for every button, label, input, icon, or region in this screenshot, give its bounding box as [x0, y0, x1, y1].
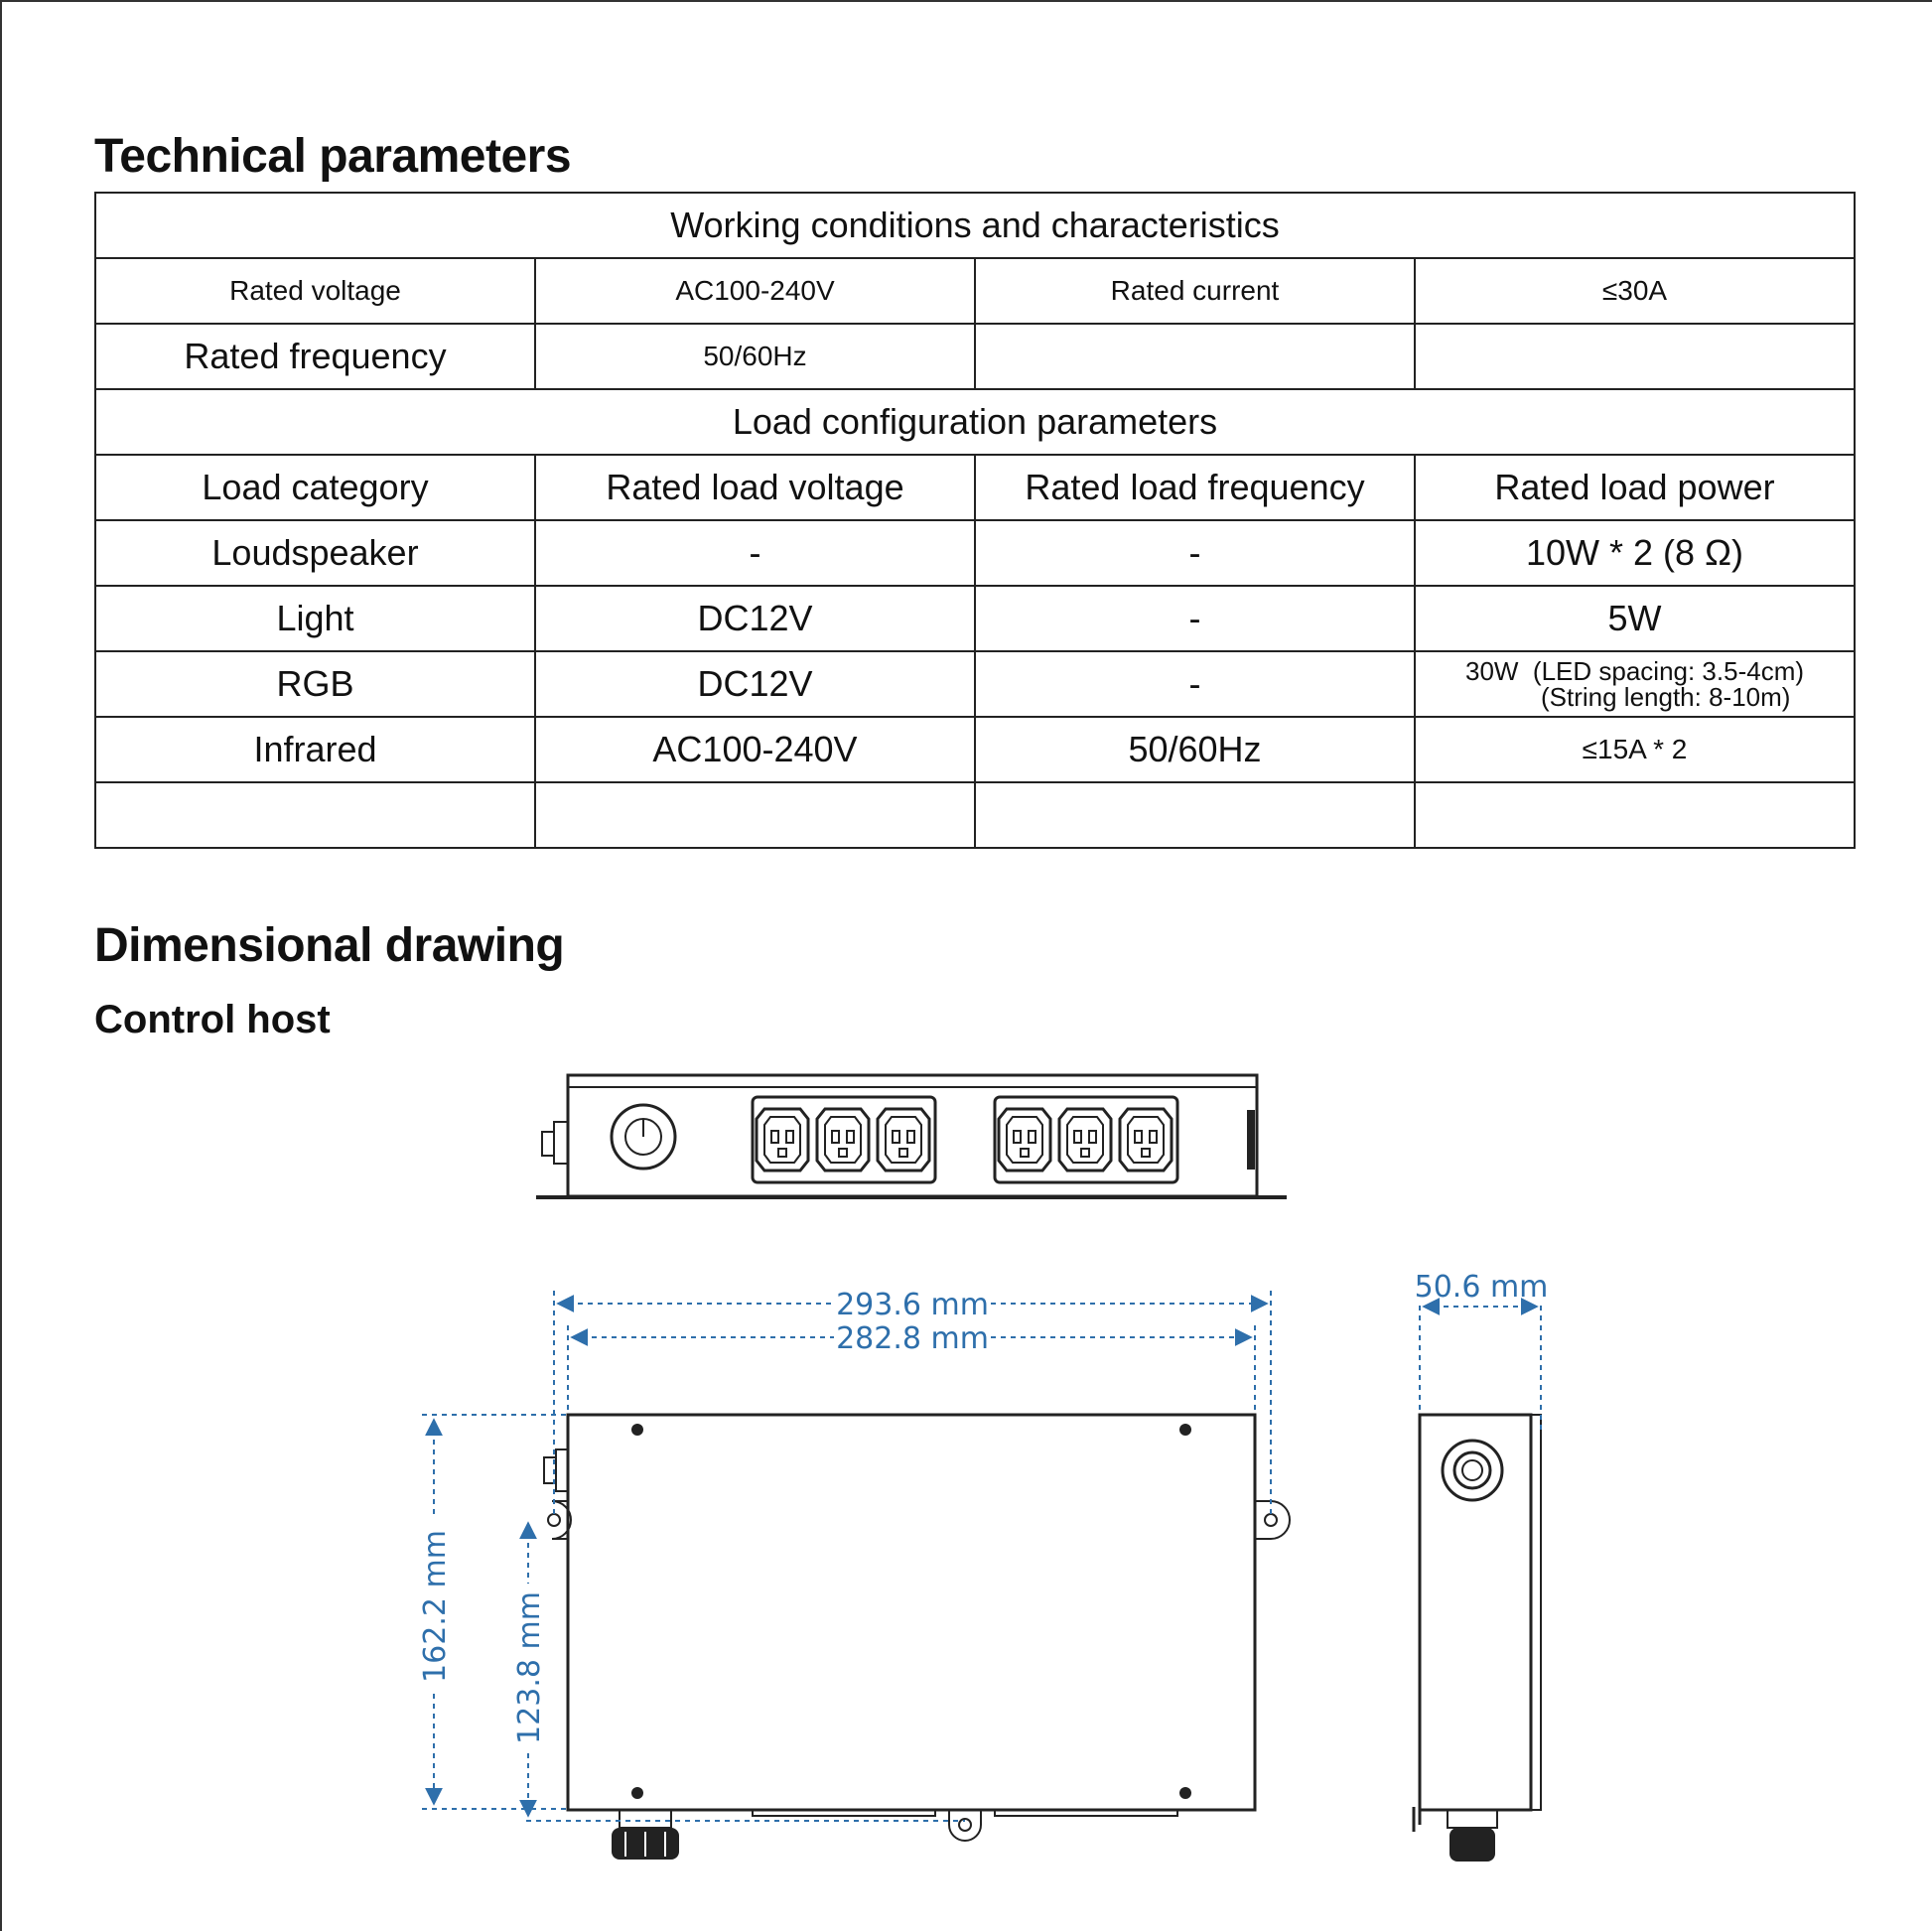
- load-power-cell: ≤15A * 2: [1415, 717, 1855, 782]
- header-rated-load-frequency: Rated load frequency: [975, 455, 1415, 520]
- rgb-power-note-length: (String length: 8-10m): [1540, 682, 1791, 712]
- section-working-conditions: Working conditions and characteristics: [95, 193, 1855, 258]
- load-voltage-cell: DC12V: [535, 586, 975, 651]
- rated-frequency-value: 50/60Hz: [535, 324, 975, 389]
- rgb-power-note-spacing: (LED spacing: 3.5-4cm): [1532, 656, 1805, 686]
- load-voltage-cell: DC12V: [535, 651, 975, 717]
- rgb-power-value: 30W: [1464, 656, 1519, 686]
- load-category-cell: Infrared: [95, 717, 535, 782]
- dim-depth: 50.6 mm: [1414, 1270, 1549, 1305]
- rated-voltage-value: AC100-240V: [535, 258, 975, 324]
- load-category-cell: Light: [95, 586, 535, 651]
- front-view: [536, 1075, 1287, 1197]
- dimension-lines: [422, 1291, 1541, 1821]
- dimensional-drawing-title: Dimensional drawing: [94, 919, 565, 972]
- load-frequency-cell: 50/60Hz: [975, 717, 1415, 782]
- load-power-cell: 10W * 2 (8 Ω): [1415, 520, 1855, 586]
- load-power-cell: 5W: [1415, 586, 1855, 651]
- rated-current-value: ≤30A: [1415, 258, 1855, 324]
- load-frequency-cell: -: [975, 520, 1415, 586]
- header-rated-load-voltage: Rated load voltage: [535, 455, 975, 520]
- dim-height-outer: 162.2 mm: [418, 1530, 453, 1683]
- section-load-configuration: Load configuration parameters: [95, 389, 1855, 455]
- dim-width-inner: 282.8 mm: [836, 1321, 989, 1356]
- dim-height-inner: 123.8 mm: [512, 1591, 547, 1744]
- header-rated-load-power: Rated load power: [1415, 455, 1855, 520]
- header-load-category: Load category: [95, 455, 535, 520]
- load-voltage-cell: -: [535, 520, 975, 586]
- load-category-cell: Loudspeaker: [95, 520, 535, 586]
- rated-current-label: Rated current: [975, 258, 1415, 324]
- side-view: [1414, 1415, 1541, 1862]
- rated-voltage-label: Rated voltage: [95, 258, 535, 324]
- top-view: [544, 1415, 1290, 1860]
- rated-frequency-label: Rated frequency: [95, 324, 535, 389]
- load-voltage-cell: AC100-240V: [535, 717, 975, 782]
- control-host-subtitle: Control host: [94, 998, 331, 1041]
- load-frequency-cell: -: [975, 586, 1415, 651]
- technical-parameters-title: Technical parameters: [94, 130, 572, 183]
- dim-width-outer: 293.6 mm: [836, 1288, 989, 1322]
- load-category-cell: RGB: [95, 651, 535, 717]
- load-frequency-cell: -: [975, 651, 1415, 717]
